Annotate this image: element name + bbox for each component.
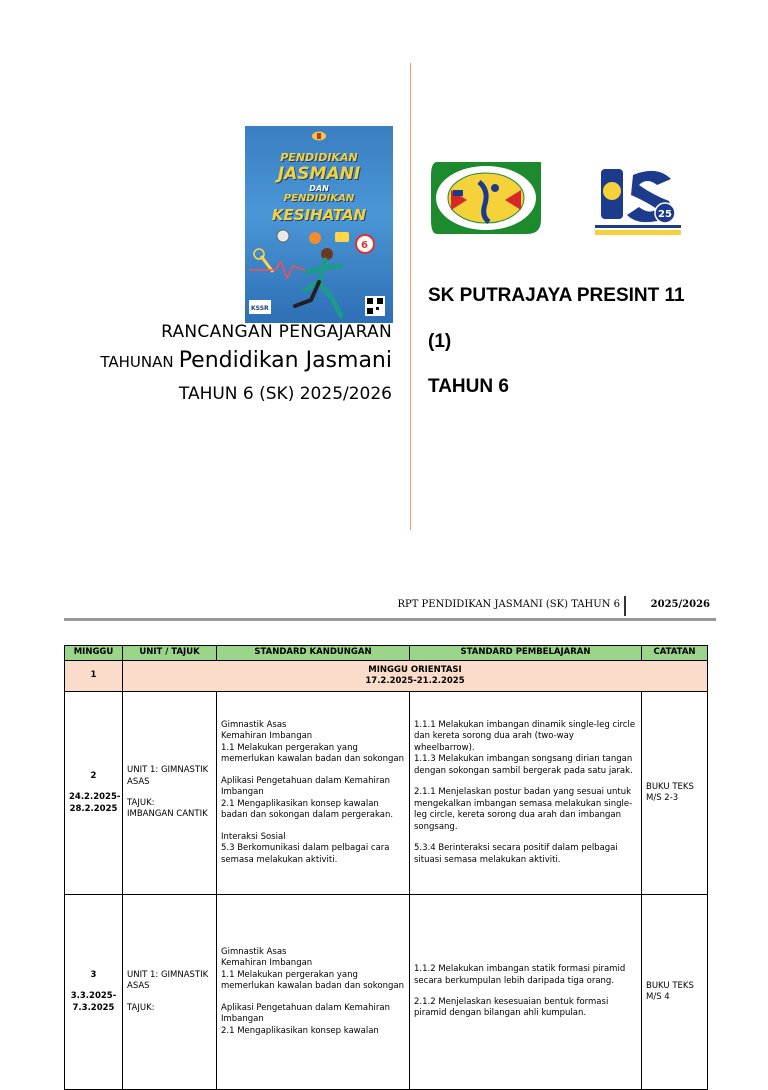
book-title-line: PENDIDIKAN: [280, 151, 358, 164]
column-header: UNIT / TAJUK: [123, 646, 217, 661]
plan-title-line-3: TAHUN 6 (SK) 2025/2026: [178, 384, 392, 404]
grade-badge: 6: [361, 240, 368, 251]
plan-title-tahunan: TAHUNAN: [100, 353, 174, 371]
tajuk-label: TAJUK:: [127, 1002, 155, 1013]
week-number: 2: [90, 770, 97, 781]
sk-text: Aplikasi Pengetahuan dalam Kemahiran Imbangan: [221, 775, 390, 798]
header-rule: [64, 618, 716, 621]
sk-text: 2.1 Mengaplikasikan konsep kawalan: [221, 1025, 379, 1036]
unit-name: UNIT 1: GIMNASTIK ASAS: [127, 969, 209, 992]
column-header: STANDARD PEMBELAJARAN: [410, 646, 642, 661]
sp-text: 2.1.1 Menjelaskan postur badan yang sesuai untuk mengekalkan imbangan semasa melakukan single-leg circle, kereta sorong dua arah dan imbangan songsang.: [414, 787, 633, 832]
plan-title-line-1: RANCANGAN PENGAJARAN: [161, 322, 392, 342]
school-year-level: TAHUN 6: [428, 376, 509, 397]
week-dates: 24.2.2025-28.2.2025: [69, 792, 121, 814]
sp-text: 1.1.2 Melakukan imbangan statik formasi piramid secara berkumpulan lebih daripada tiga orang.: [414, 964, 626, 986]
school-name-suffix: (1): [428, 331, 452, 352]
school-name: SK PUTRAJAYA PRESINT 11: [428, 285, 685, 306]
table-row: [65, 895, 708, 1090]
column-header: CATATAN: [642, 646, 708, 661]
sk-text: Gimnastik Asas: [221, 946, 287, 957]
sp-text: 1.1.3 Melakukan imbangan songsang dirian tangan dengan sokongan sambil bergerak pada satu jarak.: [414, 754, 633, 776]
document-year: 2025/2026: [650, 599, 710, 610]
rpt-table: [64, 645, 708, 1090]
column-header: STANDARD KANDUNGAN: [217, 646, 410, 661]
table-header-row: [65, 646, 708, 661]
orientation-row: [65, 661, 708, 692]
publisher-label: KSSR: [251, 305, 269, 312]
sp-text: 1.1.1 Melakukan imbangan dinamik single-leg circle dan kereta sorong dua arah (two-way wheelbarrow).: [414, 719, 636, 753]
sk-text: 2.1 Mengaplikasikan konsep kawalan badan dan sokongan dalam pergerakan.: [221, 798, 394, 821]
week-cell: [65, 895, 123, 1090]
standard-kandungan-cell: [217, 692, 410, 895]
runner-illustration: [245, 226, 393, 323]
document-title: RPT PENDIDIKAN JASMANI (SK) TAHUN 6: [397, 599, 620, 610]
sk-text: Kemahiran Imbangan: [221, 731, 313, 742]
crest-icon: [311, 131, 327, 141]
week-dates: 3.3.2025-7.3.2025: [70, 991, 117, 1013]
sk-text: 1.1 Melakukan pergerakan yang memerlukan kawalan badan dan sokongan: [221, 742, 404, 765]
sk-text: Kemahiran Imbangan: [221, 958, 313, 969]
week-cell: [65, 692, 123, 895]
unit-cell: [123, 895, 217, 1090]
standard-pembelajaran-cell: [410, 692, 642, 895]
tajuk-label: TAJUK:: [127, 798, 155, 808]
sk-text: 5.3 Berkomunikasi dalam pelbagai cara semasa melakukan aktiviti.: [221, 843, 390, 865]
sk-text: Aplikasi Pengetahuan dalam Kemahiran Imbangan: [221, 1002, 390, 1025]
vertical-divider: [410, 63, 411, 530]
book-title-line: KESIHATAN: [271, 206, 367, 224]
tajuk-name: IMBANGAN CANTIK: [127, 809, 208, 820]
book-title-line: DAN: [309, 184, 329, 193]
header-separator: [624, 596, 626, 616]
unit-name: UNIT 1: GIMNASTIK ASAS: [127, 765, 209, 787]
week-number: 3: [90, 969, 97, 980]
document-header: [64, 596, 716, 618]
book-title-line: JASMANI: [277, 164, 361, 184]
unit-cell: [123, 692, 217, 895]
column-header: MINGGU: [65, 646, 123, 661]
sp-text: 5.3.4 Berinteraksi secara positif dalam pelbagai situasi semasa melakukan aktiviti.: [414, 843, 618, 865]
catatan-cell: BUKU TEKS M/S 4: [642, 895, 708, 1090]
orientation-week: 1: [65, 661, 123, 692]
svg-text:25: 25: [658, 209, 672, 220]
sp-text: 2.1.2 Menjelaskan kesesuaian bentuk formasi piramid dengan bilangan ahli kumpulan.: [414, 997, 609, 1019]
sk-text: 1.1 Melakukan pergerakan yang memerlukan kawalan badan dan sokongan: [221, 969, 404, 992]
table-row: [65, 692, 708, 895]
orientation-dates: 17.2.2025-21.2.2025: [365, 676, 465, 686]
book-title-line: PENDIDIKAN: [283, 193, 355, 204]
textbook-cover-image: [245, 126, 393, 323]
sk-text: Interaksi Sosial: [221, 831, 286, 842]
standard-pembelajaran-cell: [410, 895, 642, 1090]
transformasi-sekolah-logo-icon: [593, 165, 683, 237]
school-logo-icon: [429, 160, 544, 236]
orientation-cell: [123, 661, 708, 692]
standard-kandungan-cell: [217, 895, 410, 1090]
catatan-cell: BUKU TEKS M/S 2-3: [642, 692, 708, 895]
plan-title-line-2: [100, 348, 392, 373]
sk-text: Gimnastik Asas: [221, 719, 287, 730]
plan-subject: Pendidikan Jasmani: [178, 348, 392, 373]
orientation-title: MINGGU ORIENTASI: [368, 664, 462, 675]
